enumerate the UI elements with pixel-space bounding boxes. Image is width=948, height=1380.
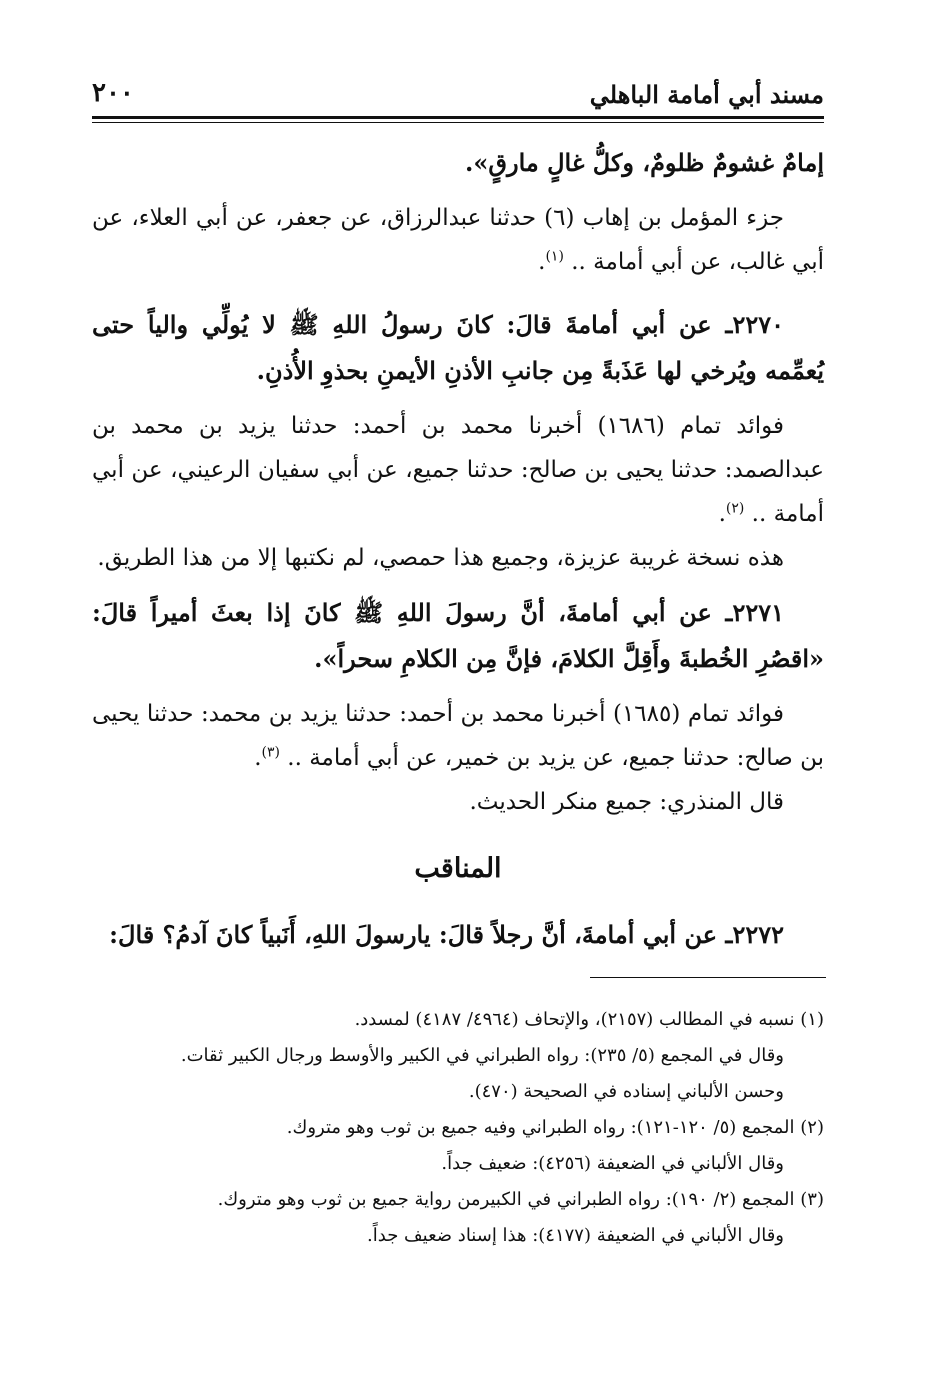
footnote-1-line-3: وحسن الألباني إسناده في الصحيحة (٤٧٠). [468,1081,784,1102]
source-paragraph-3: فوائد تمام (١٦٨٥) أخبرنا محمد بن أحمد: حدثنا يزيد بن محمد: حدثنا يحيى بن صالح: حدثنا جميع، عن يزيد بن خمير، عن أبي أمامة .. $^{(٣)}$. [92,701,824,771]
footnote-ref-1: (١) [545,248,564,265]
hadith-2272: ٢٢٧٢ـ عن أبي أمامةَ، أنَّ رجلاً قالَ: يارسولَ اللهِ، أَنَبياً كانَ آدمُ؟ قالَ: [109,920,784,949]
source-paragraph-1: جزء المؤمل بن إهاب (٦) حدثنا عبدالرزاق، عن جعفر، عن أبي العلاء، عن أبي غالب، عن أبي أمامة .. $^{(١)}$. [92,205,824,275]
source-text-2: فوائد تمام (١٦٨٦) أخبرنا محمد بن أحمد: حدثنا يزيد بن محمد بن عبدالصمد: حدثنا يحيى بن صالح: حدثنا جميع، عن أبي سفيان الرعيني، عن أبي أمامة .. [92,413,824,527]
header-rule-thick [92,116,824,119]
footnotes [92,1002,824,1254]
footnote-1: (١) نسبه في المطالب (٢١٥٧)، والإتحاف (٤٩٦٤/ ٤١٨٧) لمسدد. [354,1009,824,1030]
source-text-3: فوائد تمام (١٦٨٥) أخبرنا محمد بن أحمد: حدثنا يزيد بن محمد: حدثنا يحيى بن صالح: حدثنا جميع، عن يزيد بن خمير، عن أبي أمامة .. [92,701,824,771]
source-text-1: جزء المؤمل بن إهاب (٦) حدثنا عبدالرزاق، عن جعفر، عن أبي العلاء، عن أبي غالب، عن أبي أمامة .. [92,205,824,275]
section-heading: المناقب [414,853,502,884]
footnote-separator [590,977,826,978]
hadith-2271: ٢٢٧١ـ عن أبي أمامةَ، أنَّ رسولَ اللهِ ﷺ كانَ إذا بعثَ أميراً قالَ: «اقصُرِ الخُطبةَ وأَقِلَّ الكلامَ، فإنَّ مِن الكلامِ سحراً». [92,598,824,673]
footnote-1-line-2: وقال في المجمع (٥/ ٢٣٥): رواه الطبراني في الكبير والأوسط ورجال الكبير ثقات. [180,1045,784,1066]
footnote-ref-2: (٢) [725,500,745,517]
mundhiri-remark: قال المنذري: جميع منكر الحديث. [469,789,784,815]
footnote-3-line-2: وقال الألباني في الضعيفة (٤١٧٧): هذا إسناد ضعيف جداً. [367,1225,784,1246]
footnote-2: (٢) المجمع (٥/ ١٢٠-١٢١): رواه الطبراني وفيه جميع بن ثوب وهو متروك. [286,1117,824,1138]
main-text [92,140,824,958]
header-title: مسند أبي أمامة الباهلي [589,80,824,109]
hadith-2270: ٢٢٧٠ـ عن أبي أمامةَ قالَ: كانَ رسولُ اللهِ ﷺ لا يُولِّي والياً حتى يُعمِّمه ويُرخي لها عَذَبةً مِن جانبِ الأذنِ الأيمنِ بحذوِ الأُذنِ. [92,310,824,385]
commentary-paragraph: هذه نسخة غريبة عزيزة، وجميع هذا حمصي، لم نكتبها إلا من هذا الطريق. [97,545,784,571]
footnote-ref-3: (٣) [261,744,280,761]
hadith-continuation: إمامٌ غشومٌ ظلومٌ، وكلُّ غالٍ مارقٍ». [465,148,824,177]
footnote-2-line-2: وقال الألباني في الضعيفة (٤٢٥٦): ضعيف جداً. [441,1153,784,1174]
header-rule-thin [92,122,824,123]
running-header [92,78,824,114]
source-paragraph-2: فوائد تمام (١٦٨٦) أخبرنا محمد بن أحمد: حدثنا يزيد بن محمد بن عبدالصمد: حدثنا يحيى بن صالح: حدثنا جميع، عن أبي سفيان الرعيني، عن أبي أمامة .. $^{(٢)}$. [92,413,824,527]
page-number: ٢٠٠ [92,78,134,108]
footnote-3: (٣) المجمع (٢/ ١٩٠): رواه الطبراني في الكبيرمن رواية جميع بن ثوب وهو متروك. [217,1189,824,1210]
